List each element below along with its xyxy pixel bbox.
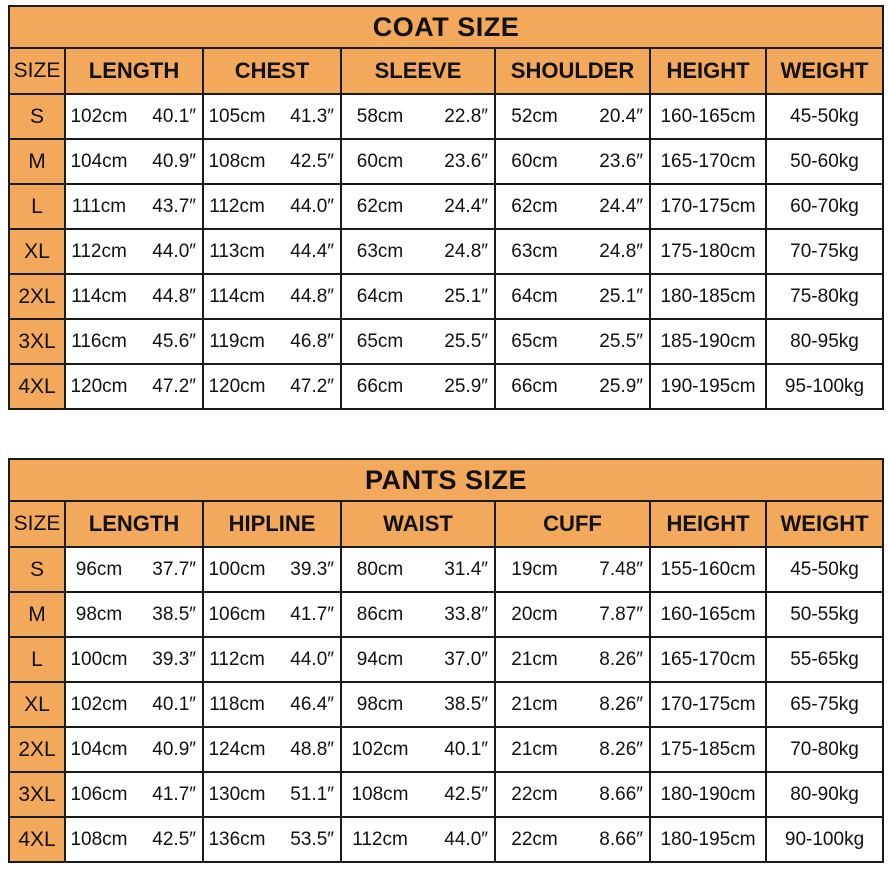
coat-table-row xyxy=(9,274,883,319)
pants-cuff-cm-cell: 21cm xyxy=(495,682,573,727)
coat-header-height: HEIGHT xyxy=(650,48,766,94)
pants-length-in-cell: 39.3″ xyxy=(132,637,203,682)
pants-cuff-in-cell: 8.66″ xyxy=(573,772,650,817)
pants-size-cell: M xyxy=(9,592,65,637)
pants-waist-cm-cell: 102cm xyxy=(341,727,418,772)
coat-length-in-cell: 40.9″ xyxy=(132,139,203,184)
pants-header-length: LENGTH xyxy=(65,501,203,547)
pants-length-in-cell: 37.7″ xyxy=(132,547,203,592)
pants-waist-cm-cell: 80cm xyxy=(341,547,418,592)
pants-table-row xyxy=(9,772,883,817)
pants-waist-cm-cell: 112cm xyxy=(341,817,418,862)
pants-size-cell: XL xyxy=(9,682,65,727)
coat-sleeve-in-cell: 24.4″ xyxy=(418,184,495,229)
coat-shoulder-in-cell: 23.6″ xyxy=(573,139,650,184)
coat-chest-cm-cell: 120cm xyxy=(203,364,270,409)
pants-cuff-cm-cell: 22cm xyxy=(495,817,573,862)
pants-height-cell: 165-170cm xyxy=(650,637,766,682)
coat-height-cell: 185-190cm xyxy=(650,319,766,364)
coat-length-in-cell: 47.2″ xyxy=(132,364,203,409)
coat-shoulder-cm-cell: 63cm xyxy=(495,229,573,274)
coat-chest-cm-cell: 105cm xyxy=(203,94,270,139)
pants-waist-cm-cell: 98cm xyxy=(341,682,418,727)
pants-cuff-cm-cell: 19cm xyxy=(495,547,573,592)
coat-weight-cell: 80-95kg xyxy=(766,319,883,364)
pants-waist-cm-cell: 86cm xyxy=(341,592,418,637)
pants-waist-in-cell: 37.0″ xyxy=(418,637,495,682)
pants-height-cell: 180-190cm xyxy=(650,772,766,817)
pants-cuff-cm-cell: 20cm xyxy=(495,592,573,637)
coat-sleeve-in-cell: 23.6″ xyxy=(418,139,495,184)
pants-table-row xyxy=(9,547,883,592)
coat-sleeve-cm-cell: 58cm xyxy=(341,94,418,139)
pants-waist-in-cell: 33.8″ xyxy=(418,592,495,637)
pants-weight-cell: 80-90kg xyxy=(766,772,883,817)
coat-length-cm-cell: 116cm xyxy=(65,319,132,364)
pants-length-cm-cell: 106cm xyxy=(65,772,132,817)
pants-length-cm-cell: 104cm xyxy=(65,727,132,772)
pants-weight-cell: 45-50kg xyxy=(766,547,883,592)
pants-table-row xyxy=(9,727,883,772)
coat-chest-in-cell: 44.4″ xyxy=(270,229,341,274)
coat-size-cell: 4XL xyxy=(9,364,65,409)
pants-length-in-cell: 40.1″ xyxy=(132,682,203,727)
coat-sleeve-in-cell: 25.1″ xyxy=(418,274,495,319)
pants-weight-cell: 55-65kg xyxy=(766,637,883,682)
coat-weight-cell: 60-70kg xyxy=(766,184,883,229)
coat-length-in-cell: 45.6″ xyxy=(132,319,203,364)
coat-height-cell: 190-195cm xyxy=(650,364,766,409)
pants-cuff-cm-cell: 22cm xyxy=(495,772,573,817)
pants-weight-cell: 65-75kg xyxy=(766,682,883,727)
coat-weight-cell: 70-75kg xyxy=(766,229,883,274)
pants-cuff-in-cell: 8.26″ xyxy=(573,682,650,727)
coat-weight-cell: 95-100kg xyxy=(766,364,883,409)
coat-sleeve-in-cell: 22.8″ xyxy=(418,94,495,139)
coat-chest-in-cell: 47.2″ xyxy=(270,364,341,409)
coat-length-cm-cell: 102cm xyxy=(65,94,132,139)
pants-header-waist: WAIST xyxy=(341,501,495,547)
coat-table-row xyxy=(9,229,883,274)
pants-waist-in-cell: 40.1″ xyxy=(418,727,495,772)
pants-table-row xyxy=(9,637,883,682)
pants-hipline-cm-cell: 100cm xyxy=(203,547,270,592)
pants-size-cell: 4XL xyxy=(9,817,65,862)
coat-chest-in-cell: 42.5″ xyxy=(270,139,341,184)
pants-table-body xyxy=(9,547,883,862)
coat-table-row xyxy=(9,94,883,139)
coat-shoulder-in-cell: 24.4″ xyxy=(573,184,650,229)
pants-height-cell: 175-185cm xyxy=(650,727,766,772)
coat-shoulder-in-cell: 25.9″ xyxy=(573,364,650,409)
coat-shoulder-cm-cell: 60cm xyxy=(495,139,573,184)
coat-sleeve-cm-cell: 62cm xyxy=(341,184,418,229)
coat-shoulder-in-cell: 24.8″ xyxy=(573,229,650,274)
pants-size-cell: L xyxy=(9,637,65,682)
coat-height-cell: 170-175cm xyxy=(650,184,766,229)
coat-sleeve-cm-cell: 66cm xyxy=(341,364,418,409)
coat-size-cell: XL xyxy=(9,229,65,274)
pants-hipline-cm-cell: 118cm xyxy=(203,682,270,727)
coat-table-row xyxy=(9,184,883,229)
coat-table-row xyxy=(9,139,883,184)
coat-chest-cm-cell: 112cm xyxy=(203,184,270,229)
pants-length-cm-cell: 96cm xyxy=(65,547,132,592)
coat-size-table xyxy=(8,5,884,410)
coat-sleeve-in-cell: 24.8″ xyxy=(418,229,495,274)
pants-length-cm-cell: 102cm xyxy=(65,682,132,727)
coat-length-cm-cell: 112cm xyxy=(65,229,132,274)
coat-shoulder-in-cell: 20.4″ xyxy=(573,94,650,139)
coat-chest-cm-cell: 113cm xyxy=(203,229,270,274)
pants-height-cell: 160-165cm xyxy=(650,592,766,637)
pants-length-in-cell: 42.5″ xyxy=(132,817,203,862)
pants-table-row xyxy=(9,592,883,637)
pants-hipline-in-cell: 41.7″ xyxy=(270,592,341,637)
coat-shoulder-cm-cell: 66cm xyxy=(495,364,573,409)
pants-hipline-in-cell: 46.4″ xyxy=(270,682,341,727)
coat-sleeve-in-cell: 25.9″ xyxy=(418,364,495,409)
coat-sleeve-cm-cell: 64cm xyxy=(341,274,418,319)
pants-waist-cm-cell: 94cm xyxy=(341,637,418,682)
pants-hipline-in-cell: 48.8″ xyxy=(270,727,341,772)
pants-height-cell: 170-175cm xyxy=(650,682,766,727)
pants-table-row xyxy=(9,817,883,862)
coat-header-size: SIZE xyxy=(9,48,65,94)
pants-header-cuff: CUFF xyxy=(495,501,650,547)
coat-header-weight: WEIGHT xyxy=(766,48,883,94)
coat-chest-in-cell: 44.8″ xyxy=(270,274,341,319)
coat-shoulder-in-cell: 25.1″ xyxy=(573,274,650,319)
pants-header-height: HEIGHT xyxy=(650,501,766,547)
pants-length-in-cell: 41.7″ xyxy=(132,772,203,817)
coat-header-shoulder: SHOULDER xyxy=(495,48,650,94)
pants-cuff-in-cell: 8.26″ xyxy=(573,637,650,682)
coat-shoulder-cm-cell: 65cm xyxy=(495,319,573,364)
pants-hipline-cm-cell: 130cm xyxy=(203,772,270,817)
coat-header-chest: CHEST xyxy=(203,48,341,94)
pants-size-table xyxy=(8,458,884,863)
coat-chest-in-cell: 46.8″ xyxy=(270,319,341,364)
pants-waist-in-cell: 44.0″ xyxy=(418,817,495,862)
coat-length-cm-cell: 120cm xyxy=(65,364,132,409)
pants-table-row xyxy=(9,682,883,727)
coat-size-cell: S xyxy=(9,94,65,139)
pants-length-cm-cell: 98cm xyxy=(65,592,132,637)
coat-length-in-cell: 43.7″ xyxy=(132,184,203,229)
pants-height-cell: 180-195cm xyxy=(650,817,766,862)
coat-length-cm-cell: 104cm xyxy=(65,139,132,184)
pants-cuff-in-cell: 7.87″ xyxy=(573,592,650,637)
pants-cuff-in-cell: 8.26″ xyxy=(573,727,650,772)
coat-table-body xyxy=(9,94,883,409)
coat-size-cell: 3XL xyxy=(9,319,65,364)
coat-shoulder-cm-cell: 52cm xyxy=(495,94,573,139)
coat-size-cell: 2XL xyxy=(9,274,65,319)
coat-shoulder-in-cell: 25.5″ xyxy=(573,319,650,364)
pants-length-in-cell: 40.9″ xyxy=(132,727,203,772)
coat-chest-in-cell: 41.3″ xyxy=(270,94,341,139)
coat-table-title: COAT SIZE xyxy=(9,6,883,48)
pants-height-cell: 155-160cm xyxy=(650,547,766,592)
pants-hipline-cm-cell: 136cm xyxy=(203,817,270,862)
pants-size-cell: S xyxy=(9,547,65,592)
pants-cuff-in-cell: 7.48″ xyxy=(573,547,650,592)
pants-cuff-in-cell: 8.66″ xyxy=(573,817,650,862)
coat-weight-cell: 50-60kg xyxy=(766,139,883,184)
pants-waist-in-cell: 38.5″ xyxy=(418,682,495,727)
pants-length-cm-cell: 100cm xyxy=(65,637,132,682)
coat-sleeve-cm-cell: 63cm xyxy=(341,229,418,274)
pants-hipline-in-cell: 39.3″ xyxy=(270,547,341,592)
coat-length-in-cell: 44.8″ xyxy=(132,274,203,319)
pants-waist-cm-cell: 108cm xyxy=(341,772,418,817)
coat-header-sleeve: SLEEVE xyxy=(341,48,495,94)
pants-length-cm-cell: 108cm xyxy=(65,817,132,862)
coat-weight-cell: 45-50kg xyxy=(766,94,883,139)
coat-shoulder-cm-cell: 64cm xyxy=(495,274,573,319)
pants-size-cell: 3XL xyxy=(9,772,65,817)
pants-length-in-cell: 38.5″ xyxy=(132,592,203,637)
coat-height-cell: 175-180cm xyxy=(650,229,766,274)
coat-height-cell: 180-185cm xyxy=(650,274,766,319)
pants-hipline-in-cell: 44.0″ xyxy=(270,637,341,682)
coat-sleeve-in-cell: 25.5″ xyxy=(418,319,495,364)
coat-height-cell: 160-165cm xyxy=(650,94,766,139)
coat-header-length: LENGTH xyxy=(65,48,203,94)
coat-table-row xyxy=(9,364,883,409)
coat-weight-cell: 75-80kg xyxy=(766,274,883,319)
pants-weight-cell: 70-80kg xyxy=(766,727,883,772)
coat-chest-in-cell: 44.0″ xyxy=(270,184,341,229)
coat-height-cell: 165-170cm xyxy=(650,139,766,184)
pants-waist-in-cell: 42.5″ xyxy=(418,772,495,817)
pants-size-cell: 2XL xyxy=(9,727,65,772)
pants-waist-in-cell: 31.4″ xyxy=(418,547,495,592)
coat-chest-cm-cell: 119cm xyxy=(203,319,270,364)
pants-weight-cell: 50-55kg xyxy=(766,592,883,637)
pants-header-size: SIZE xyxy=(9,501,65,547)
coat-chest-cm-cell: 108cm xyxy=(203,139,270,184)
pants-table-title: PANTS SIZE xyxy=(9,459,883,501)
pants-hipline-cm-cell: 124cm xyxy=(203,727,270,772)
coat-table-row xyxy=(9,319,883,364)
pants-hipline-cm-cell: 106cm xyxy=(203,592,270,637)
pants-hipline-cm-cell: 112cm xyxy=(203,637,270,682)
pants-header-hipline: HIPLINE xyxy=(203,501,341,547)
coat-length-in-cell: 40.1″ xyxy=(132,94,203,139)
coat-size-cell: M xyxy=(9,139,65,184)
coat-length-cm-cell: 114cm xyxy=(65,274,132,319)
coat-size-cell: L xyxy=(9,184,65,229)
coat-sleeve-cm-cell: 65cm xyxy=(341,319,418,364)
pants-cuff-cm-cell: 21cm xyxy=(495,727,573,772)
coat-sleeve-cm-cell: 60cm xyxy=(341,139,418,184)
pants-weight-cell: 90-100kg xyxy=(766,817,883,862)
pants-cuff-cm-cell: 21cm xyxy=(495,637,573,682)
coat-shoulder-cm-cell: 62cm xyxy=(495,184,573,229)
pants-header-weight: WEIGHT xyxy=(766,501,883,547)
pants-hipline-in-cell: 53.5″ xyxy=(270,817,341,862)
coat-chest-cm-cell: 114cm xyxy=(203,274,270,319)
pants-hipline-in-cell: 51.1″ xyxy=(270,772,341,817)
coat-length-in-cell: 44.0″ xyxy=(132,229,203,274)
coat-length-cm-cell: 111cm xyxy=(65,184,132,229)
